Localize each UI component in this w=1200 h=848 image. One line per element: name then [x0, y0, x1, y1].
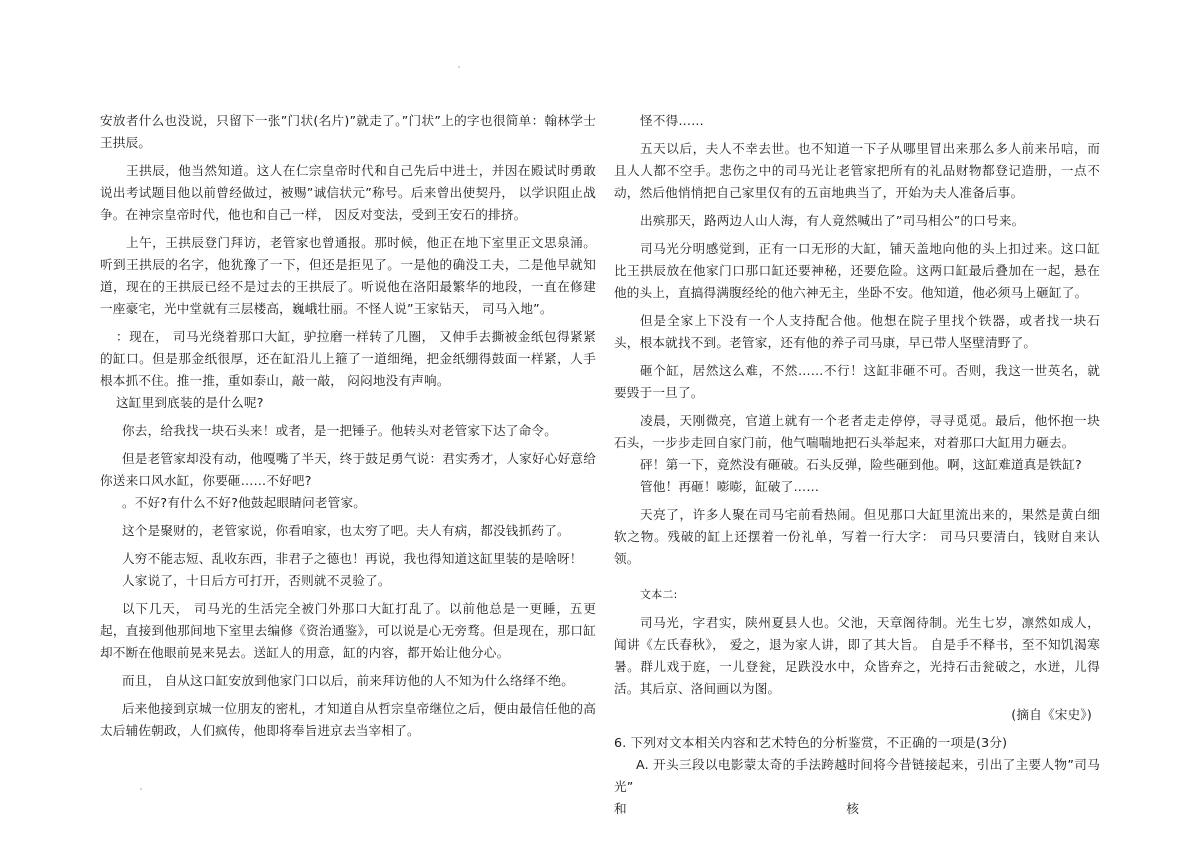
paragraph: 你去，给我找一块石头来！或者，是一把锤子。他转头对老管家下达了命令。	[122, 423, 557, 438]
source-citation: (摘自《宋史》)	[1011, 707, 1092, 722]
paragraph: 这缸里到底装的是什么呢?	[116, 395, 264, 410]
paragraph: 天亮了，许多人聚在司马宅前看热闹。但见那口大缸里流出来的，果然是黄白细软之物。残破的缸上还摆着一份礼单，写着一行大字： 司马只要清白，钱财自来认领。	[614, 507, 1100, 566]
paragraph: 人穷不能志短、乱收东西，非君子之德也！再说，我也得知道这缸里装的是啥呀！	[122, 551, 583, 566]
paragraph: 砸个缸，居然这么难，不然……不行！这缸非砸不可。否则，我这一世英名，就要毁于一旦了。	[614, 363, 1100, 400]
paragraph: 凌晨，天刚微亮，官道上就有一个老者走走停停，寻寻觅觅。最后，他怀抱一块石头，一步步走回自家门前，他气喘喘地把石头举起来，对着那口大缸用力砸去。	[614, 413, 1100, 450]
scan-speck	[458, 66, 460, 68]
paragraph: 怪不得……	[640, 113, 704, 128]
paragraph: ：现在， 司马光绕着那口大缸，驴拉磨一样转了几圈， 又伸手去撕被金纸包得紧紧的缸口。但是那金纸很厚，还在缸沿儿上箍了一道细绳，把金纸绷得鼓面一样紧，人手根本抓不住。推一推，重如泰山，敲一敲， 闷闷地没有声响。	[100, 329, 596, 388]
paragraph: 五天以后，夫人不幸去世。也不知道一下子从哪里冒出来那么多人前来吊唁，而且人人都不空手。悲伤之中的司马光让老管家把所有的礼品财物都登记造册，一点不动，然后他悄悄把自己家里仅有的五亩地典当了，开始为夫人准备后事。	[614, 141, 1100, 200]
paragraph: 而且， 自从这口缸安放到他家门口以后，前来拜访他的人不知为什么络绎不绝。	[122, 673, 574, 688]
truncated-text-left: 和	[614, 801, 627, 816]
question-6: 6. 下列对文本相关内容和艺术特色的分析鉴赏，不正确的一项是(3分)	[614, 735, 1008, 750]
paragraph: 但是老管家却没有动，他嘎嘴了半天，终于鼓足勇气说：君实秀才，人家好心好意给你送来口风水缸，你要砸……不好吧?	[100, 451, 596, 488]
paragraph: 王拱辰，他当然知道。这人在仁宗皇帝时代和自己先后中进士，并因在殿试时勇敢说出考试题目他以前曾经做过，被赐”诚信状元”称号。后来曾出使契丹， 以学识阻止战争。在神宗皇帝时代，他也和自己一样， 因反对变法，受到王安石的排挤。	[100, 163, 596, 222]
paragraph: 安放者什么也没说，只留下一张”门状(名片)”就走了。”门状”上的字也很简单：翰林学士王拱辰。	[100, 113, 596, 150]
paragraph: 这个是聚财的，老管家说，你看咱家，也太穷了吧。夫人有病，都没钱抓药了。	[122, 523, 570, 538]
right-column	[614, 110, 1100, 820]
paragraph: 管他！再砸！嘭嘭，缸破了……	[640, 479, 820, 494]
text2-label: 文本二:	[640, 588, 678, 601]
left-column	[100, 110, 596, 742]
text2-passage: 司马光，字君实，陕州夏县人也。父池，天章阁待制。光生七岁，凛然如成人，闻讲《左氏春秋》， 爱之，退为家人讲，即了其大旨。 自是手不释书，至不知饥渴寒暑。群儿戏于庭，一儿登瓮，足跌没水中，众皆弃之，光持石击瓮破之，水迸，儿得活。其后京、洛间画以为图。	[614, 615, 1100, 696]
paragraph: 。不好?有什么不好?他鼓起眼睛问老管家。	[122, 495, 367, 510]
truncated-line	[614, 798, 859, 820]
paragraph: 但是全家上下没有一个人支持配合他。他想在院子里找个铁器，或者找一块石头，根本就找不到。老管家，还有他的养子司马康，早已带人坚壁清野了。	[614, 313, 1100, 350]
paragraph: 人家说了，十日后方可打开，否则就不灵验了。	[122, 573, 391, 588]
paragraph: 砰！第一下，竟然没有砸破。石头反弹，险些砸到他。啊，这缸难道真是铁缸?	[640, 457, 1082, 472]
option-a: A. 开头三段以电影蒙太奇的手法跨越时间将今昔链接起来，引出了主要人物”司马光”	[614, 757, 1100, 794]
paragraph: 司马光分明感觉到，正有一口无形的大缸，铺天盖地向他的头上扣过来。这口缸比王拱辰放在他家门口那口缸还要神秘，还要危险。这两口缸最后叠加在一起，悬在他的头上，直搞得满腹经纶的他六神无主，坐卧不安。他知道，他必须马上砸缸了。	[614, 241, 1100, 300]
scan-speck	[140, 788, 142, 790]
truncated-text-right: 核	[846, 801, 859, 816]
paragraph: 上午，王拱辰登门拜访，老管家也曾通报。那时候，他正在地下室里正文思泉涌。听到王拱辰的名字，他犹豫了一下，但还是拒见了。一是他的确没工夫，二是他早就知道，现在的王拱辰已经不是过去的王拱辰了。听说他在洛阳最繁华的地段，一直在修建一座豪宅，光中堂就有三层楼高，巍峨壮丽。不怪人说”王家钻天， 司马入地”。	[100, 235, 596, 316]
paragraph: 后来他接到京城一位朋友的密札，才知道自从哲宗皇帝继位之后，便由最信任他的高太后辅佐朝政，人们疯传，他即将奉旨进京去当宰相了。	[100, 701, 596, 738]
paragraph: 以下几天， 司马光的生活完全被门外那口大缸打乱了。以前他总是一更睡，五更起，直接到他那间地下室里去编修《资治通鉴》，可以说是心无旁骛。但是现在，那口缸却不断在他眼前晃来晃去。送缸人的用意，缸的内容，都开始让他分心。	[100, 601, 596, 660]
paragraph: 出殡那天，路两边人山人海，有人竟然喊出了”司马相公”的口号来。	[640, 213, 1025, 228]
